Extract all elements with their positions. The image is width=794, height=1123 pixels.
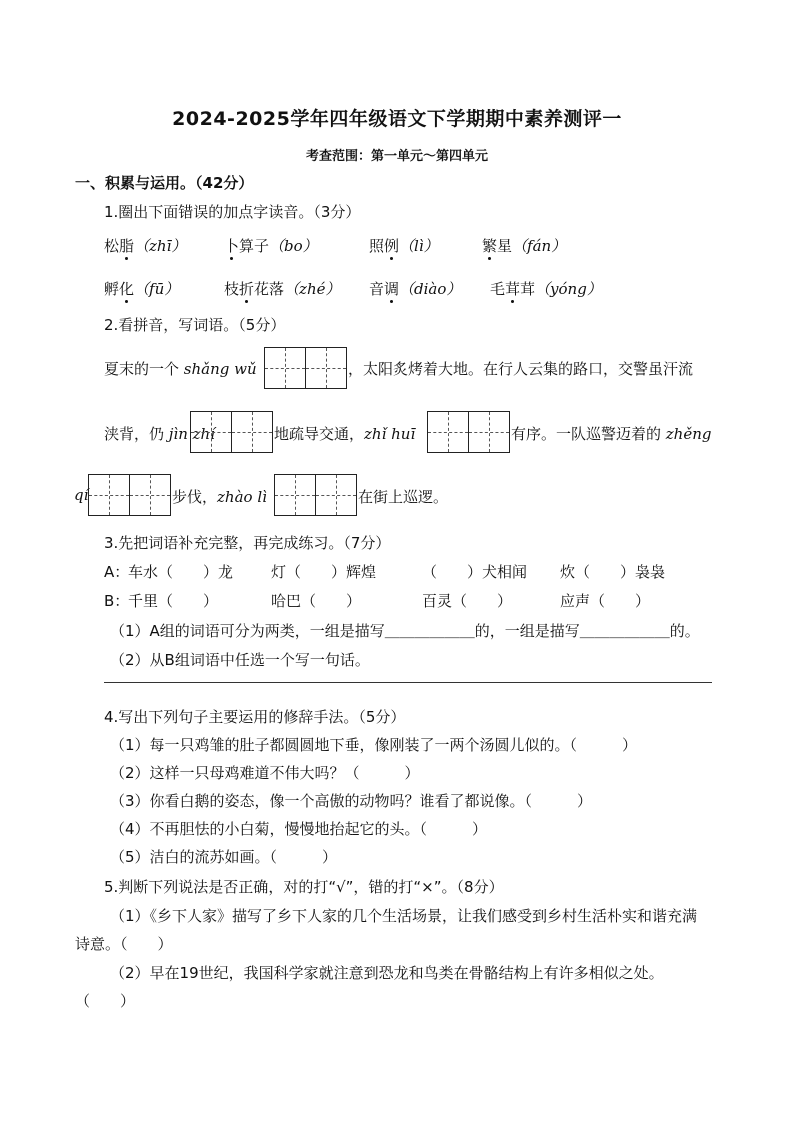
word-text: 花落 <box>254 280 285 298</box>
idiom-blank: 哈巴（ ） <box>271 592 362 610</box>
answer-line[interactable] <box>104 682 712 683</box>
text-segment: 浃背，仍 <box>104 425 169 443</box>
question-2-stem: 2.看拼音，写词语。（5分） <box>104 316 286 334</box>
word-text: 星 <box>497 237 513 255</box>
section-heading: 一、积累与运用。（42分） <box>75 174 254 192</box>
group-a-label: A： <box>104 563 130 581</box>
text-segment: 地疏导交通， <box>274 425 365 443</box>
pinyin: （lì） <box>399 237 439 255</box>
pinyin: （bo） <box>269 237 318 255</box>
word-text: 枝 <box>224 280 240 298</box>
word-text: 照 <box>369 237 385 255</box>
text-segment: 有序。一队巡警迈着的 <box>511 425 666 443</box>
group-b-label: B： <box>104 592 130 610</box>
pinyin-zhihui: zhǐ huī <box>364 425 416 443</box>
idiom-blank: （ ）犬相闻 <box>422 563 528 581</box>
dotted-character: 化 <box>119 280 135 298</box>
idiom-blank: 灯（ ）辉煌 <box>271 563 377 581</box>
word-text: 松 <box>104 237 120 255</box>
question-5-item-2b: （ ） <box>75 992 136 1010</box>
question-5-item-2a: （2）早在19世纪，我国科学家就注意到恐龙和鸟类在骨骼结构上有许多相似之处。 <box>110 964 664 982</box>
pinyin-item <box>369 235 439 256</box>
question-2-line-1b: ，太阳炙烤着大地。在行人云集的路口，交警虽汗流 <box>348 360 694 378</box>
question-3-stem: 3.先把词语补充完整，再完成练习。（7分） <box>104 534 391 552</box>
writing-grid-zhaoli[interactable] <box>274 474 357 516</box>
question-4-item: （3）你看白鹅的姿态，像一个高傲的动物吗？谁看了都说像。（ ） <box>110 792 593 810</box>
question-2-line-2c <box>511 423 711 444</box>
text-segment: 夏末的一个 <box>104 360 184 378</box>
question-2-line-1a <box>104 358 257 379</box>
question-1-stem: 1.圈出下面错误的加点字读音。（3分） <box>104 203 361 221</box>
pinyin: （diào） <box>399 280 462 298</box>
word-text: 孵 <box>104 280 120 298</box>
word-text: 茸 <box>520 280 536 298</box>
pinyin-shangwu: shǎng wǔ <box>183 360 257 378</box>
pinyin-item <box>104 278 179 299</box>
text-segment: 步伐， <box>172 488 218 506</box>
page-subtitle: 考查范围：第一单元～第四单元 <box>305 149 488 164</box>
pinyin-zhaoli: zhào lì <box>217 488 267 506</box>
question-4-stem: 4.写出下列句子主要运用的修辞手法。（5分） <box>104 708 406 726</box>
word-text: 音 <box>369 280 385 298</box>
word-text: 算子 <box>239 237 270 255</box>
question-4-item: （4）不再胆怯的小白菊，慢慢地抬起它的头。（ ） <box>110 820 488 838</box>
pinyin-qi <box>74 486 88 504</box>
idiom-blank: 车水（ ）龙 <box>128 563 234 581</box>
pinyin-item <box>369 278 461 299</box>
question-2-line-3a <box>172 486 267 507</box>
dotted-character: 茸 <box>505 280 521 298</box>
question-3-sub-2: （2）从B组词语中任选一个写一句话。 <box>110 651 370 669</box>
writing-grid-zhengqi[interactable] <box>88 474 171 516</box>
idiom-blank: 百灵（ ） <box>422 592 513 610</box>
page-title: 2024-2025学年四年级语文下学期期中素养测评一 <box>172 108 622 130</box>
pinyin: （zhé） <box>284 280 341 298</box>
writing-grid-zhihui[interactable] <box>427 411 510 453</box>
question-3-sub-1: （1）A组的词语可分为两类，一组是描写＿＿＿＿＿＿的，一组是描写＿＿＿＿＿＿的。 <box>110 622 700 640</box>
pinyin-item <box>224 235 318 256</box>
pinyin-item <box>482 235 566 256</box>
pinyin-zheng: zhěng <box>665 425 712 443</box>
question-4-item: （1）每一只鸡雏的肚子都圆圆地下垂，像刚装了一两个汤圆儿似的。（ ） <box>110 736 638 754</box>
dotted-character: 例 <box>384 237 400 255</box>
dotted-character: 折 <box>239 280 255 298</box>
question-2-line-3b: 在街上巡逻。 <box>358 488 449 506</box>
dotted-character: 繁 <box>482 237 498 255</box>
writing-grid-jinzhi[interactable] <box>190 411 273 453</box>
pinyin: （fū） <box>134 280 180 298</box>
pinyin-item <box>104 235 186 256</box>
pinyin: （yóng） <box>535 280 602 298</box>
question-5-item-1a: （1）《乡下人家》描写了乡下人家的几个生活场景，让我们感受到乡村生活朴实和谐充满 <box>110 907 698 925</box>
pinyin-jinzhi: jìn zhí <box>168 425 216 443</box>
question-4-item: （5）洁白的流苏如画。（ ） <box>110 848 338 866</box>
pinyin: （zhī） <box>134 237 187 255</box>
dotted-character: 脂 <box>119 237 135 255</box>
pinyin: （fán） <box>512 237 567 255</box>
question-5-stem: 5.判断下列说法是否正确，对的打“√”，错的打“×”。（8分） <box>104 878 504 896</box>
word-text: 毛 <box>490 280 506 298</box>
writing-grid-shangwu[interactable] <box>264 347 347 389</box>
question-2-line-2b <box>274 423 415 444</box>
question-4-item: （2）这样一只母鸡难道不伟大吗？（ ） <box>110 764 420 782</box>
dotted-character: 调 <box>384 280 400 298</box>
pinyin-item <box>490 278 602 299</box>
pinyin-qi-text: qí <box>74 486 89 504</box>
idiom-blank: 千里（ ） <box>128 592 219 610</box>
idiom-blank: 应声（ ） <box>560 592 651 610</box>
question-5-item-1b: 诗意。（ ） <box>75 935 173 953</box>
pinyin-item <box>224 278 341 299</box>
idiom-blank: 炊（ ）袅袅 <box>560 563 666 581</box>
dotted-character: 卜 <box>224 237 240 255</box>
